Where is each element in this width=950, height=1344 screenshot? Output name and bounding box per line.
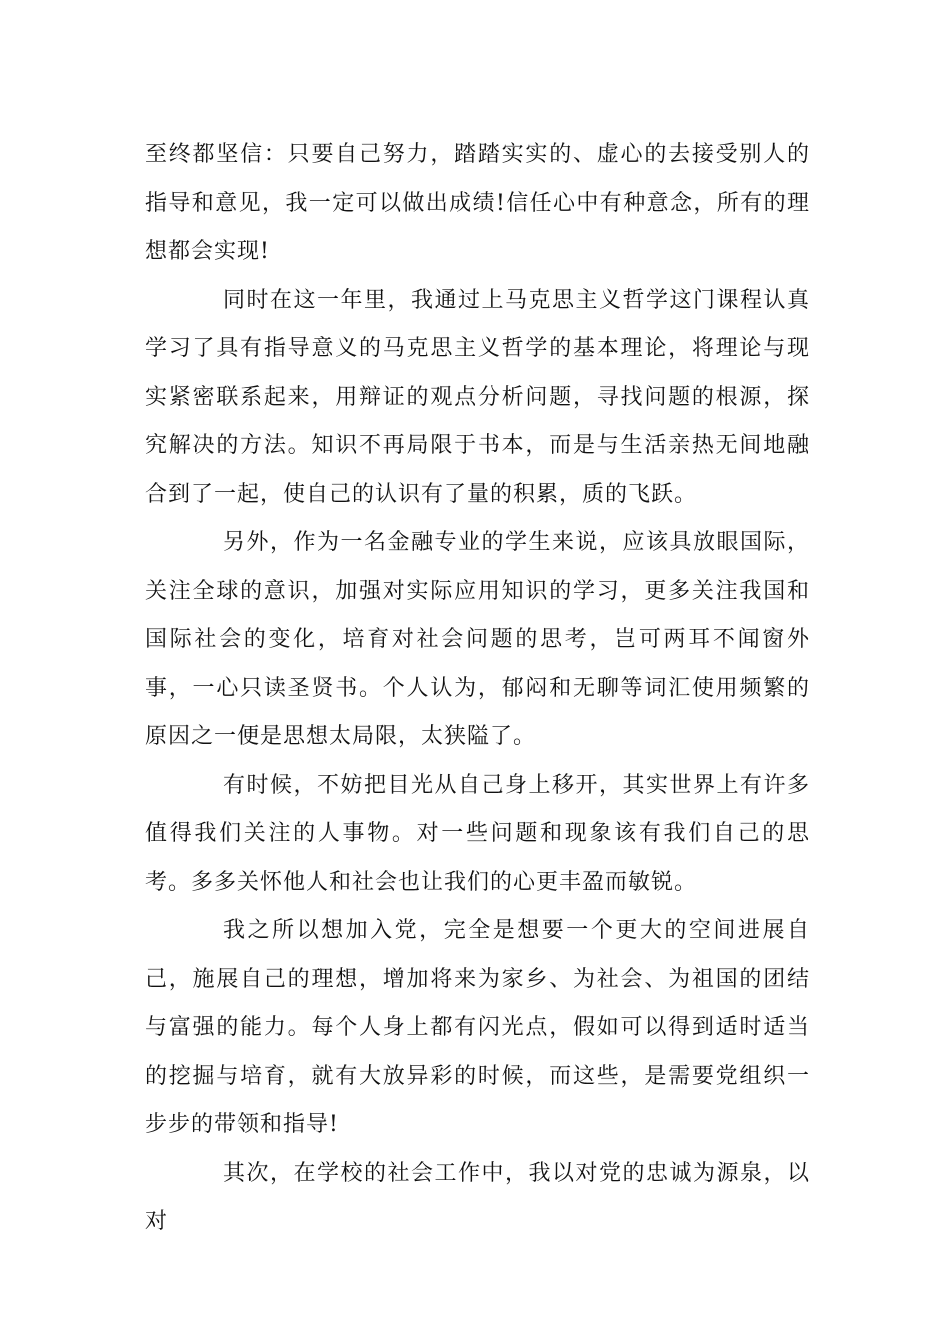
paragraph-3: 另外，作为一名金融专业的学生来说，应该具放眼国际，关注全球的意识，加强对实际应用知识的学习，更多关注我国和国际社会的变化，培育对社会问题的思考，岂可两耳不闻窗外事，一心只读圣贤书。个人认为，郁闷和无聊等词汇使用频繁的原因之一便是思想太局限，太狭隘了。	[145, 530, 810, 749]
paragraph-2: 同时在这一年里，我通过上马克思主义哲学这门课程认真学习了具有指导意义的马克思主义哲学的基本理论，将理论与现实紧密联系起来，用辩证的观点分析问题，寻找问题的根源，探究解决的方法。知识不再局限于书本，而是与生活亲热无间地融合到了一起，使自己的认识有了量的积累，质的飞跃。	[145, 287, 810, 507]
document-body	[145, 131, 810, 1247]
paragraph-4: 有时候，不妨把目光从自己身上移开，其实世界上有许多值得我们关注的人事物。对一些问题和现象该有我们自己的思考。多多关怀他人和社会也让我们的心更丰盈而敏锐。	[145, 772, 810, 895]
paragraph-5: 我之所以想加入党，完全是想要一个更大的空间进展自己，施展自己的理想，增加将来为家乡、为社会、为祖国的团结与富强的能力。每个人身上都有闪光点，假如可以得到适时适当的挖掘与培育，就有大放异彩的时候，而这些，是需要党组织一步步的带领和指导!	[145, 918, 810, 1137]
paragraph-6: 其次，在学校的社会工作中，我以对党的忠诚为源泉，以对	[145, 1160, 810, 1234]
paragraph-1: 至终都坚信：只要自己努力，踏踏实实的、虚心的去接受别人的指导和意见，我一定可以做出成绩!信任心中有种意念，所有的理想都会实现!	[145, 142, 810, 264]
